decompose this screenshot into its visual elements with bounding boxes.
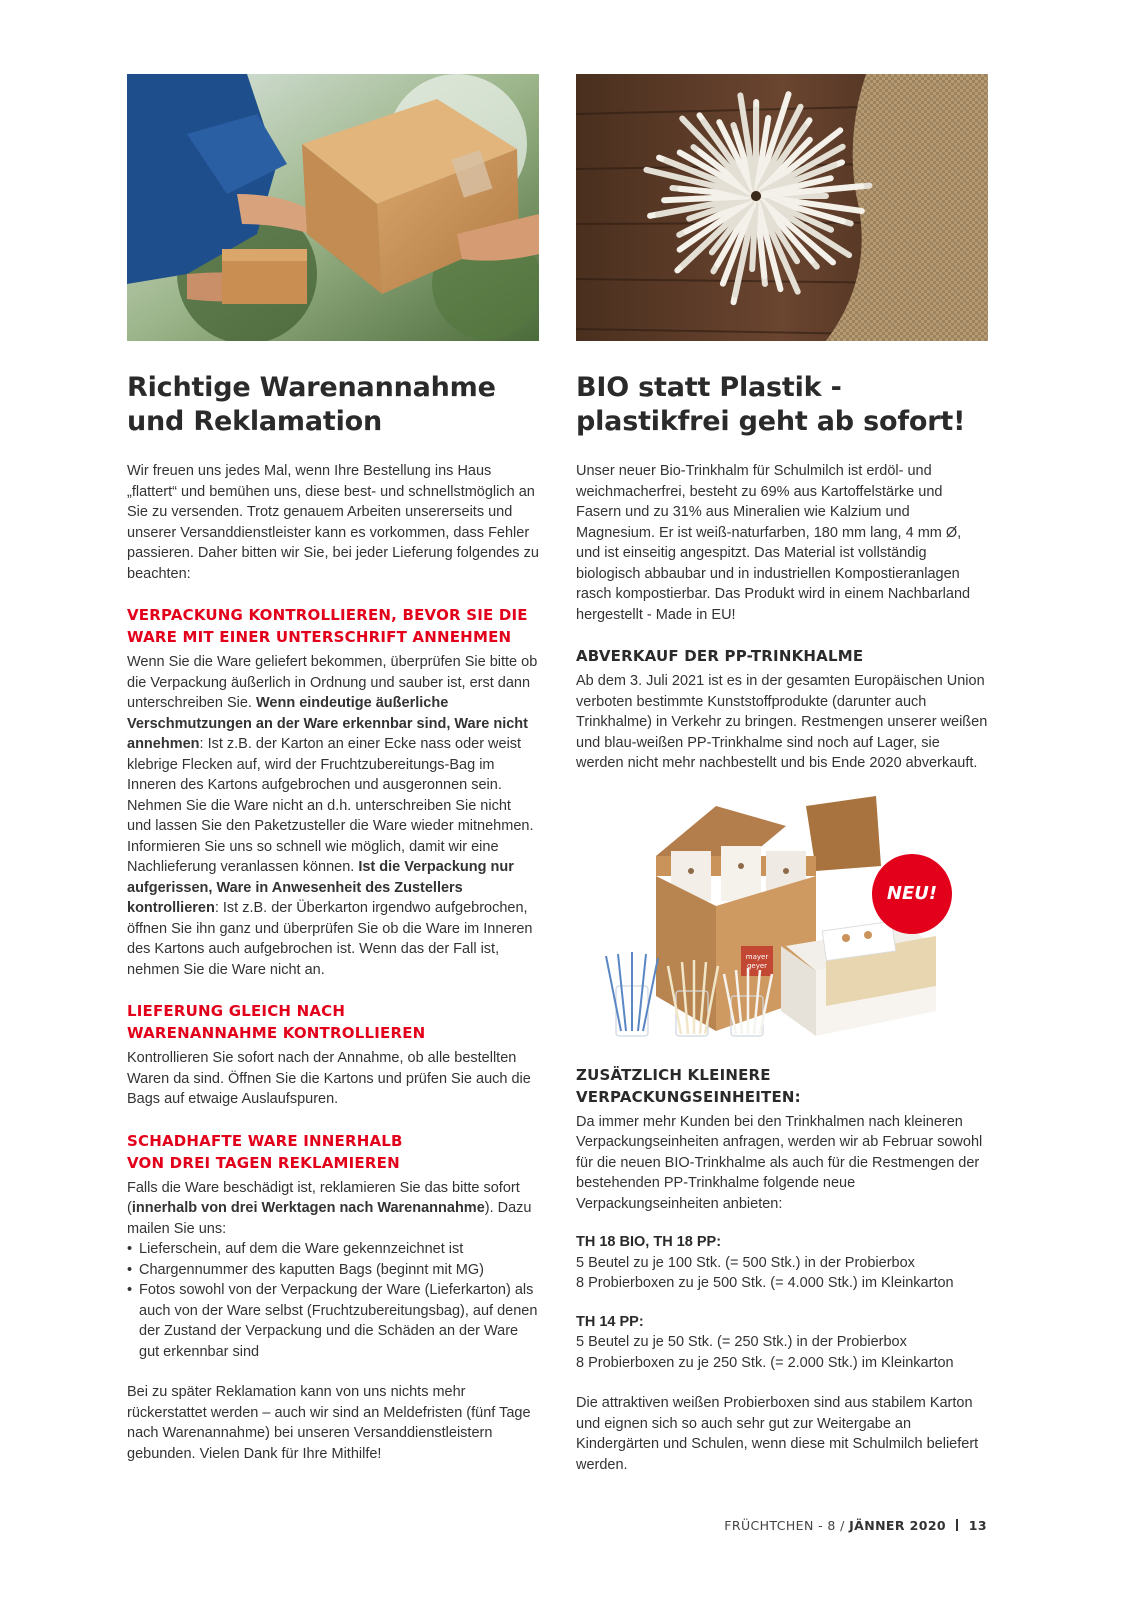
issue-date: JÄNNER 2020 [849, 1518, 947, 1533]
page-number: 13 [968, 1518, 987, 1533]
text-run: Wenn Sie die Ware geliefert bekommen, überprüfen Sie bitte ob die Verpackung äußerlich in Ordnung und sauber ist, erst dann unterschreiben Sie. [127, 654, 538, 711]
heading-line: WARE MIT EINER UNTERSCHRIFT ANNEHMEN [127, 628, 512, 646]
section-pp-text: Ab dem 3. Juli 2021 ist es in der gesamten Europäischen Union verboten bestimmte Kunststoffprodukte (darunter auch Trinkhalme) in Verkehr zu bringen. Restmengen unserer weißen und blau-weißen PP-Trinkhalme sind noch auf Lager, sie werden nicht mehr nachbestellt und bis Ende 2020 abverkauft. [576, 673, 988, 771]
text-run: ). Dazu mailen Sie uns: [127, 1200, 532, 1237]
list-item: • Lieferschein, auf dem die Ware gekennzeichnet ist [127, 1239, 539, 1260]
right-closing: Die attraktiven weißen Probierboxen sind aus stabilem Karton und eignen sich so auch sehr gut zur Weitergabe an Kindergärten und Schulen, wenn diese mit Schulmilch beliefert werden. [576, 1395, 979, 1473]
product-photo [576, 796, 988, 1046]
section-packaging-text [127, 652, 539, 980]
section-complaint-text [127, 1178, 539, 1240]
bold-run: Ist die Verpackung nur aufgerissen, Ware in Anwesenheit des Zustellers kontrollieren [127, 859, 514, 916]
new-badge [872, 854, 952, 934]
spec-group [576, 1232, 988, 1294]
spec-line: 5 Beutel zu je 100 Stk. (= 500 Stk.) in der Probierbox [576, 1254, 915, 1271]
straws-photo [576, 74, 988, 341]
heading-line: VERPACKUNG KONTROLLIEREN, BEVOR SIE DIE [127, 606, 528, 624]
list-item: • Chargennummer des kaputten Bags (beginnt mit MG) [127, 1260, 539, 1281]
spec-line: 5 Beutel zu je 50 Stk. (= 250 Stk.) in der Probierbox [576, 1334, 907, 1350]
page-footer [724, 1518, 987, 1533]
left-column [127, 74, 539, 1464]
section-packaging-units [576, 1064, 988, 1215]
text-run: : Ist z.B. der Überkarton irgendwo aufgebrochen, öffnen Sie ihn ganz und überprüfen Sie ob die Ware im Inneren des Kartons auch aufgebrochen ist. Wenn das der Fall ist, nehmen Sie die Ware nicht an. [127, 900, 533, 978]
section-pp-sellout [576, 645, 988, 774]
spec-line: 8 Probierboxen zu je 500 Stk. (= 4.000 Stk.) im Kleinkarton [576, 1275, 954, 1291]
footer-divider [956, 1519, 958, 1531]
section-delivery-check [127, 1000, 539, 1110]
right-title-line-1: BIO statt Plastik - [576, 372, 842, 403]
left-closing: Bei zu später Reklamation kann von uns nichts mehr rückerstattet werden – auch wir sind an Meldefristen (fünf Tage nach Warenannahme) bei unseren Versanddienstleistern gebunden. Vielen Dank für Ihre Mithilfe! [127, 1384, 531, 1462]
list-item: • Fotos sowohl von der Verpackung der Ware (Lieferkarton) als auch von der Ware selbst (Fruchtzubereitungsbag), auf denen der Zustand der Verpackung und die Schäden an der Ware gut erkennbar sind [127, 1280, 539, 1362]
complaint-list [127, 1239, 539, 1362]
text-run: : Ist z.B. der Karton an einer Ecke nass oder weist klebrige Flecken auf, wird der Fruchtzubereitungs-Bag im Inneren des Kartons aufgebrochen und ausgeronnen sein. Nehmen Sie die Ware nicht an d.h. unterschreiben Sie nicht und lassen Sie den Paketzusteller die Ware wieder mitnehmen. Informieren Sie uns so schnell wie möglich, damit wir eine Nachlieferung veranlassen können. [127, 736, 534, 875]
section-delivery-text: Kontrollieren Sie sofort nach der Annahme, ob alle bestellten Waren da sind. Öffnen Sie die Kartons und prüfen Sie auch die Bags auf etwaige Auslaufspuren. [127, 1050, 531, 1107]
section-units-text: Da immer mehr Kunden bei den Trinkhalmen nach kleineren Verpackungseinheiten anfragen, werden wir ab Februar sowohl für die neuen BIO-Trinkhalme als auch für die Restmengen der bestehenden PP-Trinkhalme folgende neue Verpackungseinheiten anbieten: [576, 1113, 983, 1212]
heading-line: WARENANNAHME KONTROLLIEREN [127, 1024, 426, 1042]
magazine-name: FRÜCHTCHEN [724, 1518, 814, 1533]
left-intro: Wir freuen uns jedes Mal, wenn Ihre Bestellung ins Haus „flattert“ und bemühen uns, diese best- und schnellstmöglich an Sie zu versenden. Trotz genauem Arbeiten unsererseits und unserer Versanddienstleister kann es vorkommen, dass Fehler passieren. Daher bitten wir Sie, bei jeder Lieferung folgendes zu beachten: [127, 463, 539, 582]
right-title-line-2: plastikfrei geht ab sofort! [576, 406, 966, 437]
heading-line: SCHADHAFTE WARE INNERHALB [127, 1131, 403, 1150]
bold-run: Wenn eindeutige äußerliche Verschmutzungen an der Ware erkennbar sind, Ware nicht annehmen [127, 695, 528, 752]
left-title-line-2: und Reklamation [127, 406, 382, 437]
right-intro: Unser neuer Bio-Trinkhalm für Schulmilch ist erdöl- und weichmacherfrei, besteht zu 69% aus Kartoffelstärke und Fasern und zu 31% aus Mineralien wie Kalzium und Magnesium. Er ist weiß-naturfarben, 180 mm lang, 4 mm Ø, und ist einseitig angespitzt. Das Material ist vollständig biologisch abbaubar und in industriellen Kompostieranlagen rasch kompostierbar. Das Produkt wird in einem Nachbarland hergestellt - Made in EU! [576, 463, 971, 623]
heading-line: ZUSÄTZLICH KLEINERE [576, 1065, 771, 1084]
text-run: Falls die Ware beschädigt ist, reklamieren Sie das bitte sofort ( [127, 1179, 520, 1216]
heading-line: LIEFERUNG GLEICH NACH [127, 1002, 346, 1020]
new-badge-label: NEU! [886, 883, 938, 904]
heading-line: VON DREI TAGEN REKLAMIEREN [127, 1153, 400, 1172]
bold-run: innerhalb von drei Werktagen nach Warenannahme [131, 1200, 485, 1216]
left-title [127, 371, 539, 439]
section-units-heading [576, 1064, 988, 1108]
spec-group [576, 1312, 988, 1374]
left-title-line-1: Richtige Warenannahme [127, 372, 496, 403]
section-delivery-heading [127, 1000, 539, 1044]
section-pp-heading: ABVERKAUF DER PP-TRINKHALME [576, 647, 864, 665]
box-brand-line-1: mayer [745, 952, 769, 961]
right-column [576, 74, 988, 1475]
spec-line: 8 Probierboxen zu je 250 Stk. (= 2.000 Stk.) im Kleinkarton [576, 1354, 954, 1371]
delivery-photo [127, 74, 539, 341]
spec-title: TH 18 BIO, TH 18 PP: [576, 1234, 722, 1250]
section-complaint [127, 1130, 539, 1363]
right-title [576, 371, 988, 439]
section-packaging-heading [127, 604, 539, 648]
section-packaging-check [127, 604, 539, 980]
spec-title: TH 14 PP: [576, 1313, 644, 1330]
section-complaint-heading [127, 1130, 539, 1174]
heading-line: VERPACKUNGSEINHEITEN: [576, 1087, 801, 1106]
box-brand-line-2: geyer [746, 961, 768, 970]
issue-number: - 8 / [818, 1518, 845, 1533]
